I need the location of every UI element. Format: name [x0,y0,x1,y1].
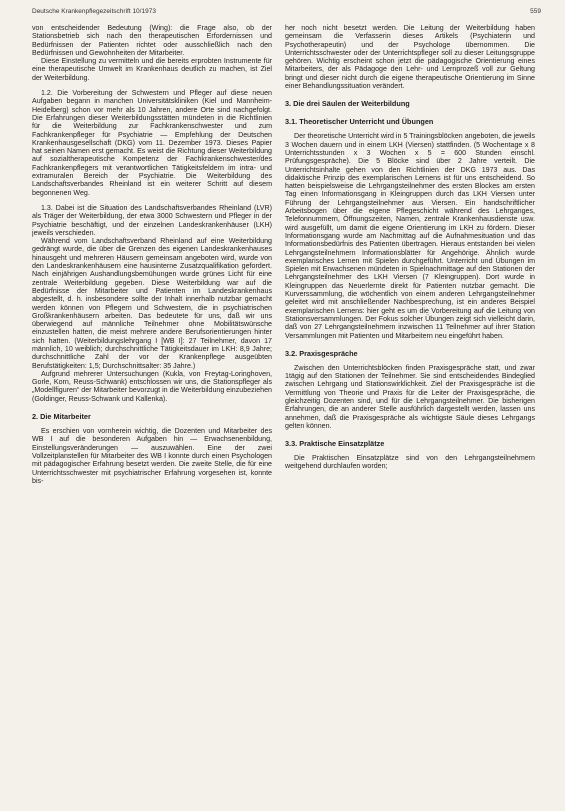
paragraph: Die Praktischen Einsatzplätze sind von den Lehrgangsteilnehmern weitgehend durchlaufen worden; [285,454,535,471]
section-heading-3-1: 3.1. Theoretischer Unterricht und Übungen [285,117,434,127]
left-column [32,24,272,806]
paragraph-1-3: 1.3. Dabei ist die Situation des Landschaftsverbandes Rheinland (LVR) als Träger der Weiterbildung, der etwa 3000 Schwestern und Pfleger in der Psychiatrie beschäftigt, und der einzelnen Landeskrankenhäuser (LKH) jeweils verschieden. [32,203,272,237]
section-heading-2: 2. Die Mitarbeiter [32,412,91,422]
paragraph: Diese Einstellung zu vermitteln und die bereits erprobten Instrumente für eine therapeutische Umwelt im Krankenhaus deutlich zu machen, ist Ziel der Weiterbildung. [32,57,272,82]
paragraph: Der theoretische Unterricht wird in 5 Trainingsblöcken angeboten, die jeweils 3 Wochen dauern und in einem LKH (Viersen) stattfinden. (5 Wochentage x 8 Unterrichtsstunden x 3 Wochen x 5 = 600 Stunden einschl. Prüfungsgespräche). Die 5 Blöcke sind über 2 Jahre verteilt. Die Unterrichtsinhalte gehen von den Richtlinien der DKG 1973 aus. Das didaktische Prinzip des exemplarischen Lernens ist für uns entscheidend. So hatten beispielsweise die Lehrgangsteilnehmer des ersten Blockes am ersten Tag einen Informationsgang in Kleingruppen durch das LKH Viersen unter Führung der Lehrgangsteilnehmer aus Viersen. Ein handschriftlicher Arbeitsbogen über die eigene Pflegeschicht während des Lehrganges, Telefonnummern, Öffnungszeiten, Namen, zentrale Krankenhausdienste usw. wird ausgefüllt, um damit die eigene Orientierung im LKH zu fördern. Dieser Informationsgang wurde am Nachmittag auf die Aufnahmesituation und das Informationsbedürfnis des Patienten übertragen. Hieraus entstanden bei vielen Lehrgangsteilnehmern Informationsblätter für Angehörige. Ähnlich wurde exemplarisches Lernen mit Spielen durchgeführt. Unterricht und Übungen im Spielen mit Erwachsenen mündeten in Spielnachmittage auf den Stationen der Lehrgangsteilnehmer des LKH Viersen (7 Kleingruppen). Dort wurde in Kleingruppen das Neuerlernte direkt für Patienten nutzbar gemacht. Die Kurverssammlung, die wöchentlich von einem anderen Lehrgangsteilnehmer geleitet wird mit anschließender Nachbesprechung, ist ein anderes Beispiel exemplarischen Lernens: hier geht es um die Vorbereitung auf die Leitung von Stationsversammlungen. Der Fokus solcher Übungen zeigt sich vielleicht darin, daß von 27 Lehrgangsteilnehmern inzwischen 11 Teilnehmer auf ihrer Station Versammlungen mit Patienten und Mitarbeitern neu eingeführt haben. [285,132,535,340]
right-column [285,24,535,806]
paragraph: von entscheidender Bedeutung (Wing): die Frage also, ob der Stationsbetrieb sich nach den therapeutischen Erfordernissen und Bedürfnissen der Patienten richtet oder ausschließlich nach den Bedürfnissen und Gewohnheiten der Mitarbeiter. [32,24,272,57]
paragraph: Aufgrund mehrerer Untersuchungen (Kukla, von Freytag-Loringhoven, Gorle, Korn, Reuss-Schwank) entschlossen wir uns, die Stationspfleger als „Modellfiguren“ der Mitarbeiter bevorzugt in die Weiterbildung einzubeziehen (Goldinger, Reuss-Schwank und Kallenka). [32,369,272,403]
paragraph: Während vom Landschaftsverband Rheinland auf eine Weiterbildung gedrängt wurde, die über die Grenzen des eigenen Landeskrankenhauses hinausgeht und mehreren Häusern gemeinsam angeboten wird, wurde von den Landeskrankenhäusern eine hausinterne Zusatzqualifikation gefordert. Nach einjährigen Aushandlungsbemühungen wurde grünes Licht für eine zentrale Weiterbildung gegeben. Diese Weiterbildung war auf die Bedürfnisse der Mitarbeiter und Patienten im Landeskrankenhaus abgestellt, d. h. insbesondere sollte der Inhalt innerhalb nutzbar gemacht werden können von Pflegern und Schwestern, die in psychiatrischen Großkrankenhäusern arbeiten. Das bedeutete für uns, daß wir uns überwiegend auf männliche Teilnehmer ohne Mobilitätswünsche einzustellen hatten, die meist mehrere andere Berufsorientierungen hinter sich hatten. (Weiterbildungslehrgang I [WB I]: 27 Teilnehmer, davon 17 männlich, 10 weiblich; durchschnittliche Tätigkeitsdauer im LKH: 8,9 Jahre; durchschnittliche Zahl der vor der Krankenpflege ausgeübten Berufstätigkeiten: 1,5; Durchschnittsalter: 35 Jahre.) [32,237,272,370]
page-number: 559 [530,8,541,15]
paragraph-1-2: 1.2. Die Vorbereitung der Schwestern und Pfleger auf diese neuen Aufgaben begann in manchen Universitätskliniken (Kiel und Mannheim-Heidelberg) schon vor mehr als 10 Jahren, andere Orte sind nachgefolgt. Die Erfahrungen dieser Weiterbildungsstätten mündeten in die Richtlinien für die Weiterbildung zur Fachkrankenschwester und zum Fachkrankenpfleger für Psychiatrie — Empfehlung der Deutschen Krankenhausgesellschaft (DKG) vom 11. Dezember 1973. Dieses Papier hat seinen Namen erst gemacht. Es weist die Richtung dieser Weiterbildung auf sozialtherapeutische Kompetenz der Fachkrankenschwester/des Fachkrankenpflegers mit verantwortlichen Tätigkeitsfeldern im intra- und extramuralen Bereich der Psychiatrie. Die Weiterbildung des Landschaftsverbandes Rheinland ist ein weiterer Schritt auf diesem begonnenen Weg. [32,89,272,197]
section-heading-3-2: 3.2. Praxisgespräche [285,348,358,358]
section-heading-3-3: 3.3. Praktische Einsatzplätze [285,439,385,449]
section-heading-3: 3. Die drei Säulen der Weiterbildung [285,99,410,109]
journal-title: Deutsche Krankenpflegezeitschrift 10/1973 [32,8,156,15]
paragraph: Es erschien von vornherein wichtig, die Dozenten und Mitarbeiter des WB I auf die besonderen Aufgaben hin — Erwachsenenbildung, Einstellungsveränderungen — auszuwählen. Eine der zwei Vollzeitplanstellen für Mitarbeiter des WB I konnte durch einen Psychologen mit pädagogischer Erfahrung besetzt werden. Die zweite Stelle, die für eine Unterrichtsschwester mit psychiatrischer Erfahrung vorgesehen ist, konnte bis- [32,427,272,485]
paragraph: her noch nicht besetzt werden. Die Leitung der Weiterbildung haben gemeinsam die Verfasserin dieses Artikels (Psychiaterin und Psychotherapeutin) und der Psychologe übernommen. Die Unterrichtsschwester oder der Unterrichtspfleger soll zu dieser Leitungsgruppe gehören. Wichtig erscheint schon jetzt die pädagogische Orientierung eines Mitarbeiters, der als Pädagoge den Lehr- und Lernprozeß voll zur Geltung bringt und dieser nicht durch die eigene therapeutische Orientierung im Sinne einer Behandlungssituation verändert. [285,24,535,91]
running-header [32,8,541,20]
paragraph: Zwischen den Unterrichtsblöcken finden Praxisgespräche statt, und zwar 1tägig auf den Stationen der Teilnehmer. Sie sind entscheidendes Bindeglied zwischen Lehrgang und Stationswirklichkeit. Ziel der Praxisgespräche ist die Vermittlung von Theorie und Praxis für die Leiter der Praxisgespräche, die gleichzeitig Dozenten sind, und für die Lehrgangsteilnehmer. Die bisherigen Erfahrungen, die an anderer Stelle ausführlich dargestellt werden, lassen uns annehmen, daß die Praxisgespräche als wichtigste Säule dieses Lehrgangs gelten können. [285,363,535,430]
